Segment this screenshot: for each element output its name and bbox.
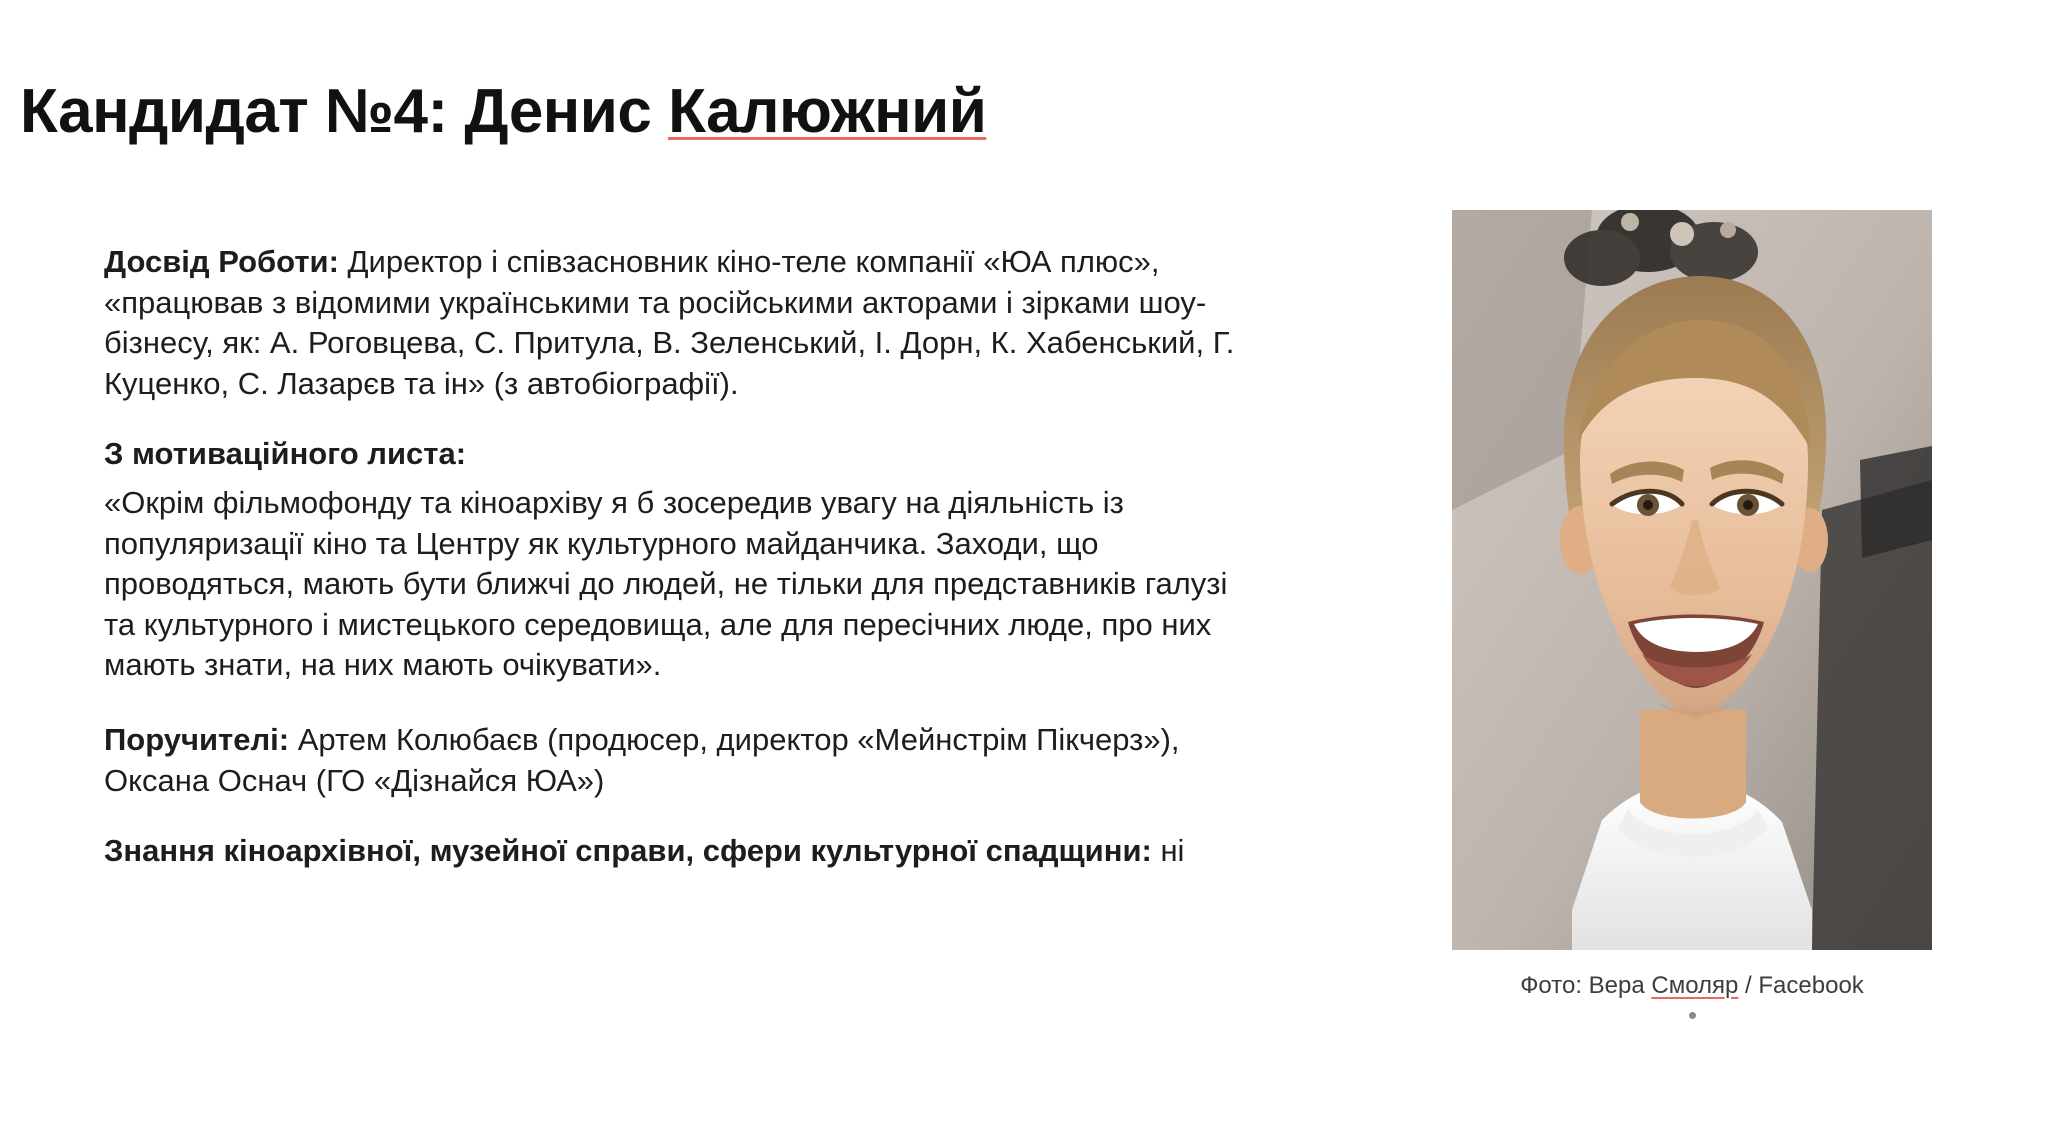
page-title-prefix: Кандидат №4: Денис (20, 76, 669, 146)
photo-caption-prefix: Фото: Вера (1520, 972, 1652, 999)
knowledge-paragraph (104, 831, 1264, 872)
page-title (20, 76, 986, 147)
page-title-spellchecked-word: Калюжний (668, 76, 987, 146)
candidate-photo-block (1452, 210, 1932, 1019)
guarantors-label: Поручителі: (104, 722, 290, 758)
candidate-photo (1452, 210, 1932, 950)
experience-paragraph (104, 242, 1264, 404)
guarantors-paragraph (104, 720, 1264, 801)
knowledge-value: ні (1151, 833, 1185, 869)
motivation-heading (104, 434, 1264, 475)
caption-dot-icon (1689, 1012, 1696, 1019)
experience-label: Досвід Роботи: (104, 244, 339, 279)
photo-caption-spellchecked-word: Смоляр (1651, 972, 1739, 999)
candidate-details (104, 242, 1264, 872)
motivation-quote: «Окрім фільмофонду та кіноархіву я б зосередив увагу на діяльність із популяризації кіно та Центру як культурного майданчика. Заходи, що проводяться, мають бути ближчі до людей, не тільки для представників галузі та культурного і мистецького середовища, але для пересічних люде, про них мають знати, на них мають очікувати». (104, 485, 1228, 683)
experience-text: Директор і співзасновник кіно-теле компанії «ЮА плюс», «працював з відомими українськими та російськими акторами і зірками шоу-бізнесу, як: А. Роговцева, С. Притула, В. Зеленський, І. Дорн, К. Хабенський, Г. Куценко, С. Лазарєв та ін» (з автобіографії). (104, 244, 1235, 401)
knowledge-label: Знання кіноархівної, музейної справи, сфери культурної спадщини: (104, 833, 1152, 869)
photo-caption (1452, 972, 1932, 1019)
motivation-label: З мотиваційного листа: (104, 436, 467, 472)
photo-caption-suffix: / Facebook (1738, 972, 1864, 999)
guarantors-text: Артем Колюбаєв (продюсер, директор «Мейнстрім Пікчерз»), Оксана Оснач (ГО «Дізнайся ЮА») (104, 722, 1180, 798)
